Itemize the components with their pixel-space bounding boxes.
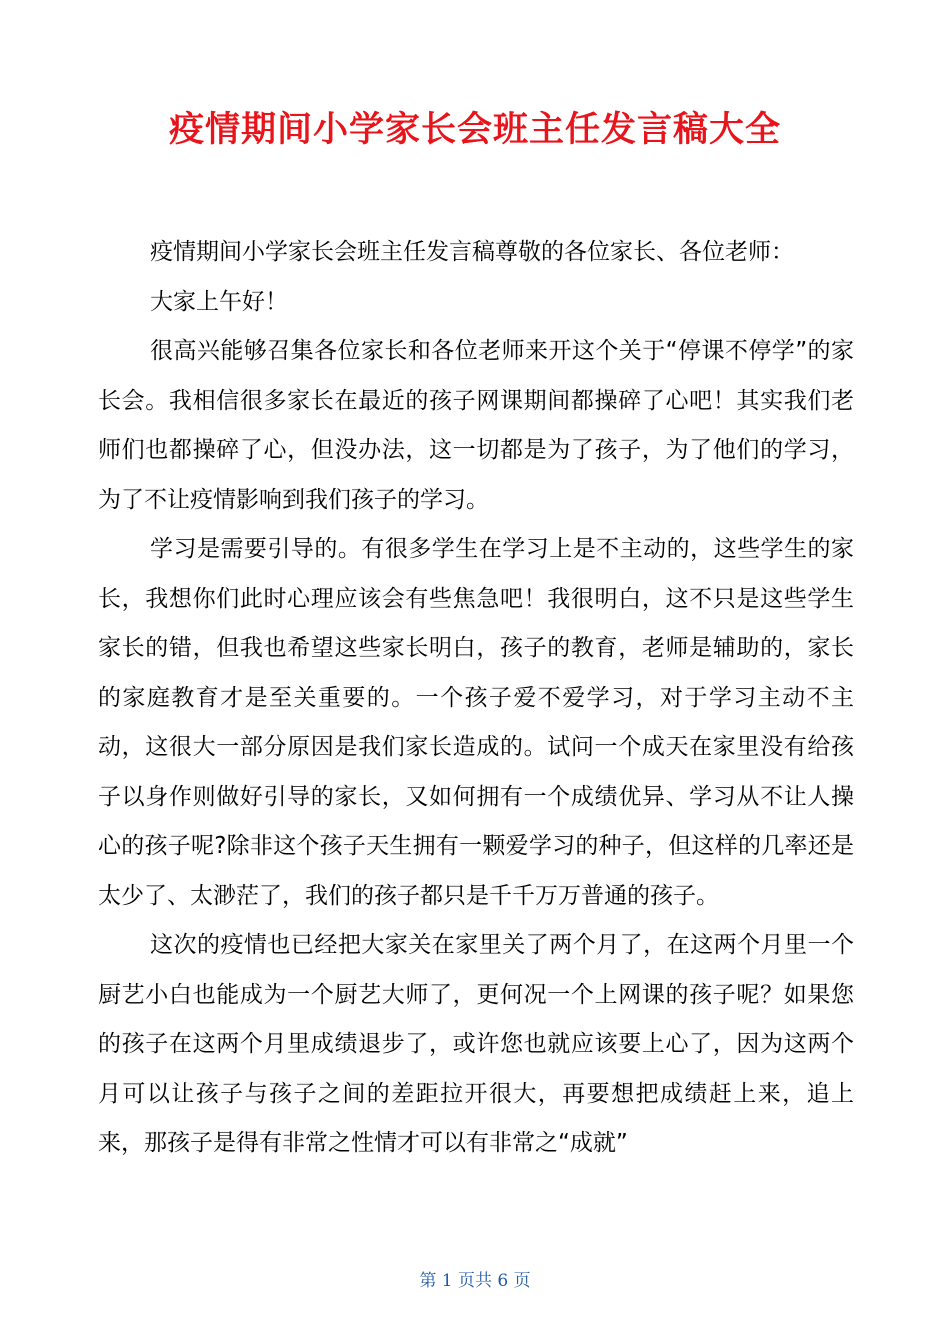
paragraph: 很高兴能够召集各位家长和各位老师来开这个关于“停课不停学”的家长会。我相信很多家长在最近的孩子网课期间都操碎了心吧！其实我们老师们也都操碎了心，但没办法，这一切都是为了孩子，为了他们的学习，为了不让疫情影响到我们孩子的学习。 — [98, 338, 854, 513]
paragraph-greeting: 大家上午好！ — [150, 288, 288, 315]
document-title: 疫情期间小学家长会班主任发言稿大全 — [168, 110, 781, 150]
paragraph: 这次的疫情也已经把大家关在家里关了两个月了，在这两个月里一个厨艺小白也能成为一个厨艺大师了，更何况一个上网课的孩子呢？如果您的孩子在这两个月里成绩退步了，或许您也就应该要上心了，因为这两个月可以让孩子与孩子之间的差距拉开很大，再要想把成绩赶上来，追上来，那孩子是得有非常之性情才可以有非常之“成就” — [98, 932, 854, 1156]
page-number: 第 1 页共 6 页 — [419, 1271, 531, 1291]
paragraph: 学习是需要引导的。有很多学生在学习上是不主动的，这些学生的家长，我想你们此时心理应该会有些焦急吧！我很明白，这不只是这些学生家长的错，但我也希望这些家长明白，孩子的教育，老师是辅助的，家长的家庭教育才是至关重要的。一个孩子爱不爱学习，对于学习主动不主动，这很大一部分原因是我们家长造成的。试问一个成天在家里没有给孩子以身作则做好引导的家长，又如何拥有一个成绩优异、学习从不让人操心的孩子呢?除非这个孩子天生拥有一颗爱学习的种子，但这样的几率还是太少了、太渺茫了，我们的孩子都只是千千万万普通的孩子。 — [98, 536, 854, 909]
paragraph-salutation: 疫情期间小学家长会班主任发言稿尊敬的各位家长、各位老师： — [150, 239, 794, 265]
document-body — [98, 228, 854, 1169]
